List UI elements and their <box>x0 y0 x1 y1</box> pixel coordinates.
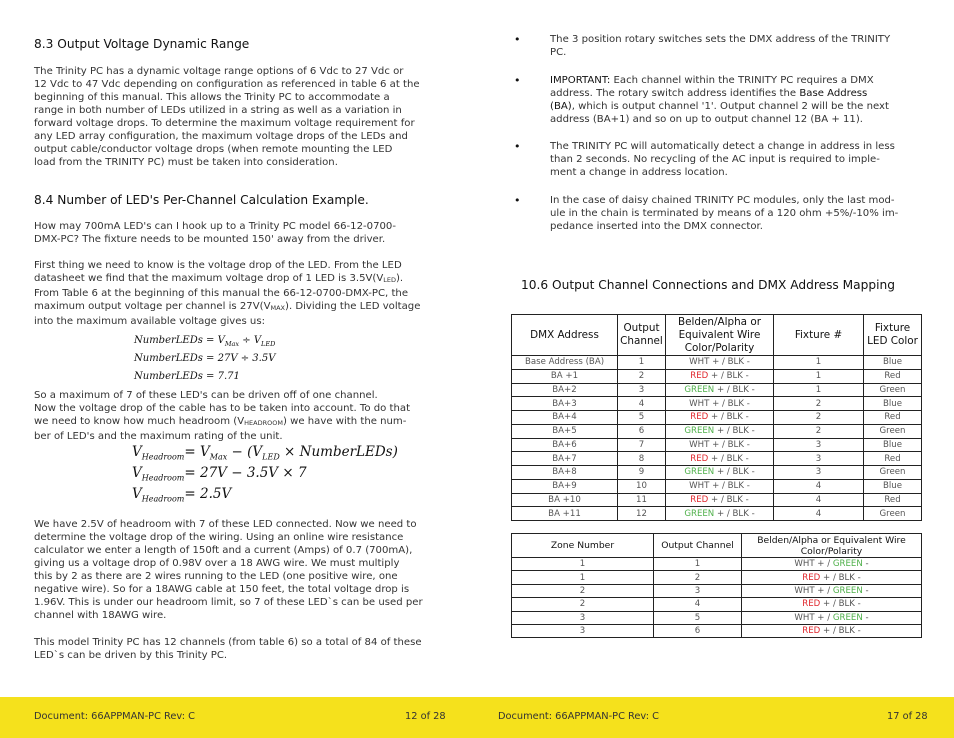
zone-mapping-table <box>511 533 922 638</box>
text-line: range in both number of LEDs utilized in a string as well as a variation in <box>34 105 402 116</box>
text-line: ). <box>395 273 404 284</box>
table-row <box>512 624 922 637</box>
text-line: This model Trinity PC has 12 channels (from table 6) so a total of 84 of these <box>34 637 422 648</box>
cell-zone-number: 3 <box>512 611 654 624</box>
column-header: DMX Address <box>512 315 618 356</box>
table-row <box>512 479 922 493</box>
footer-page-number-right: 17 of 28 <box>887 711 928 722</box>
text-line: The 3 position rotary switches sets the DMX address of the TRINITY <box>550 34 891 45</box>
column-header: Zone Number <box>512 534 654 558</box>
table-row <box>512 369 922 383</box>
text-line: The Trinity PC has a dynamic voltage range options of 6 Vdc to 27 Vdc or <box>34 66 404 77</box>
wire-color-rest: + / BLK - <box>708 453 749 464</box>
paragraph-8-3 <box>34 65 454 169</box>
cell-led-color: Green <box>864 383 922 397</box>
page-footer <box>0 697 954 738</box>
table-row <box>512 397 922 411</box>
paragraph-8-4-voltage <box>34 259 454 328</box>
text-line: In the case of daisy chained TRINITY PC modules, only the last mod- <box>550 195 895 206</box>
wire-color-rest: + / BLK - <box>708 371 749 382</box>
cell-dmx-address: BA+6 <box>512 438 618 452</box>
wire-color-rest: + / BLK - <box>714 384 755 395</box>
cell-wire-color <box>666 466 774 480</box>
wire-color-rest: + / BLK - <box>709 481 750 492</box>
text-line: determine the voltage drop of the wiring. Using an online wire resistance <box>34 532 404 543</box>
table-row <box>512 452 922 466</box>
cell-fixture-number: 3 <box>774 466 864 480</box>
cell-output-channel: 3 <box>618 383 666 397</box>
text-line: any LED array configuration, the maximum voltage drops of the LEDs and <box>34 131 408 142</box>
cell-led-color: Red <box>864 493 922 507</box>
wire-color-rest: + / BLK - <box>709 357 750 368</box>
text-line: , which is output channel '1'. Output channel 2 will be the next <box>571 101 889 112</box>
cell-fixture-number: 1 <box>774 356 864 370</box>
cell-dmx-address: BA +10 <box>512 493 618 507</box>
cell-output-channel: 5 <box>618 411 666 425</box>
table-row <box>512 493 922 507</box>
cell-dmx-address: BA+2 <box>512 383 618 397</box>
wire-color-primary: WHT <box>689 481 710 492</box>
cell-dmx-address: BA+9 <box>512 479 618 493</box>
equation-number-leds-3: NumberLEDs = 7.71 <box>134 371 240 382</box>
wire-color-rest: + / BLK - <box>714 467 755 478</box>
cell-dmx-address: BA+5 <box>512 424 618 438</box>
text-line: maximum output voltage per channel is 27V(V <box>34 301 271 312</box>
column-header: Belden/Alpha or Equivalent Wire Color/Polarity <box>742 534 922 558</box>
equation-headroom-1: $V_{Headroom}= V_{Max} - (V_{LED}$ × NumberLEDs) <box>132 444 398 462</box>
table-row <box>512 411 922 425</box>
subscript: HEADROOM <box>244 419 283 427</box>
text-line: into the maximum available voltage gives us: <box>34 316 265 327</box>
dmx-address-table <box>511 314 922 521</box>
table-row <box>512 611 922 624</box>
cell-output-channel: 1 <box>654 558 742 571</box>
cell-fixture-number: 4 <box>774 507 864 521</box>
text-line: calculator we enter a length of 150ft and a current (Amps) of 0.7 (700mA), <box>34 545 413 556</box>
emphasis-text: Base Address <box>799 88 868 99</box>
important-label: IMPORTANT: <box>550 75 611 86</box>
footer-page-number-left: 12 of 28 <box>405 711 446 722</box>
wire-color-primary: RED <box>690 453 709 464</box>
cell-fixture-number: 4 <box>774 479 864 493</box>
table-row <box>512 466 922 480</box>
bullet-text <box>550 140 922 179</box>
table-row <box>512 424 922 438</box>
text-line: DMX-PC? The fixture needs to be mounted 150' away from the driver. <box>34 234 386 245</box>
wire-color-rest: + / BLK - <box>708 412 749 423</box>
table-row <box>512 598 922 611</box>
wire-color-primary: RED <box>690 371 709 382</box>
cell-fixture-number: 2 <box>774 424 864 438</box>
wire-color-part: WHT + / <box>794 559 833 570</box>
paragraph-8-4-wiring <box>34 518 454 622</box>
equation-number-leds-1: NumberLEDs = $V_{Max} \div V_{LED}$ <box>134 335 276 348</box>
cell-dmx-address: BA+8 <box>512 466 618 480</box>
cell-fixture-number: 2 <box>774 397 864 411</box>
table-row <box>512 438 922 452</box>
text-line: Each channel within the TRINITY PC requires a DMX <box>610 75 874 86</box>
cell-wire-color <box>666 383 774 397</box>
wire-color-primary: GREEN <box>684 467 715 478</box>
wire-color-part: RED <box>802 572 821 583</box>
text-line: datasheet we find that the maximum voltage drop of 1 LED is 3.5V(V <box>34 273 384 284</box>
text-line: ule in the chain is terminated by means of a 120 ohm +5%/-10% im- <box>550 208 899 219</box>
text-line: ) we have with the num- <box>282 416 407 427</box>
wire-color-part: + / BLK - <box>820 599 861 610</box>
text-line: First thing we need to know is the voltage drop of the LED. From the LED <box>34 260 402 271</box>
bullet-important <box>514 74 922 128</box>
cell-output-channel: 9 <box>618 466 666 480</box>
text-line: From Table 6 at the beginning of this manual the 66-12-0700-DMX-PC, the <box>34 288 409 299</box>
section-heading-8-4: 8.4 Number of LED's Per-Channel Calculation Example. <box>34 193 369 207</box>
cell-output-channel: 12 <box>618 507 666 521</box>
bullet-text <box>550 74 922 126</box>
cell-wire-color <box>666 397 774 411</box>
cell-output-channel: 10 <box>618 479 666 493</box>
cell-led-color: Green <box>864 424 922 438</box>
wire-color-part: RED <box>802 599 821 610</box>
text-line: beginning of this manual. This allows the Trinity PC to accommodate a <box>34 92 390 103</box>
text-line: 12 Vdc to 47 Vdc depending on configuration as referenced in table 6 at the <box>34 79 420 90</box>
table-row <box>512 507 922 521</box>
wire-color-primary: WHT <box>689 357 710 368</box>
cell-output-channel: 6 <box>618 424 666 438</box>
table-row <box>512 558 922 571</box>
table-header-row <box>512 534 922 558</box>
text-line: this by 2 as there are 2 wires running to the LED (one positive wire, one <box>34 571 398 582</box>
wire-color-rest: + / BLK - <box>714 426 755 437</box>
text-line: We have 2.5V of headroom with 7 of these LED connected. Now we need to <box>34 519 417 530</box>
text-line: PC. <box>550 47 567 58</box>
wire-color-part: GREEN <box>832 559 863 570</box>
text-line: than 2 seconds. No recycling of the AC input is required to imple- <box>550 154 880 165</box>
cell-led-color: Green <box>864 507 922 521</box>
column-header: Fixture LED Color <box>864 315 922 356</box>
subscript: MAX <box>270 304 285 312</box>
cell-fixture-number: 2 <box>774 411 864 425</box>
wire-color-part: GREEN <box>832 612 863 623</box>
wire-color-primary: WHT <box>689 439 710 450</box>
bullet-icon: • <box>514 74 521 87</box>
text-line: output cable/conductor voltage drops (when remote mounting the LED <box>34 144 393 155</box>
wire-color-primary: GREEN <box>684 384 715 395</box>
cell-wire-color <box>666 356 774 370</box>
text-line: giving us a voltage drop of 0.98V over a 18 AWG wire. We must multiply <box>34 558 400 569</box>
equation-headroom-2: $V_{Headroom}= 27V - 3.5V \times 7$ <box>132 465 307 483</box>
cell-led-color: Blue <box>864 479 922 493</box>
cell-dmx-address: BA+3 <box>512 397 618 411</box>
cell-wire-color <box>742 624 922 637</box>
cell-output-channel: 11 <box>618 493 666 507</box>
cell-output-channel: 4 <box>654 598 742 611</box>
wire-color-part: + / BLK - <box>820 572 861 583</box>
cell-fixture-number: 3 <box>774 452 864 466</box>
cell-zone-number: 1 <box>512 558 654 571</box>
cell-dmx-address: BA +11 <box>512 507 618 521</box>
column-header: Output Channel <box>654 534 742 558</box>
cell-output-channel: 1 <box>618 356 666 370</box>
wire-color-rest: + / BLK - <box>709 398 750 409</box>
cell-output-channel: 5 <box>654 611 742 624</box>
emphasis-text: (BA) <box>550 101 572 112</box>
cell-zone-number: 1 <box>512 571 654 584</box>
cell-wire-color <box>666 369 774 383</box>
equation-number-leds-2: NumberLEDs = 27V ÷ 3.5V <box>134 353 276 364</box>
cell-dmx-address: BA+4 <box>512 411 618 425</box>
text-line: ). Dividing the LED voltage <box>285 301 421 312</box>
cell-zone-number: 2 <box>512 584 654 597</box>
cell-dmx-address: BA+7 <box>512 452 618 466</box>
wire-color-rest: + / BLK - <box>708 494 749 505</box>
cell-zone-number: 3 <box>512 624 654 637</box>
cell-output-channel: 2 <box>654 571 742 584</box>
wire-color-part: GREEN <box>832 585 863 596</box>
wire-color-part: - <box>862 612 869 623</box>
paragraph-8-4-intro <box>34 220 454 246</box>
equation-headroom-3: $V_{Headroom}= 2.5V$ <box>132 486 232 504</box>
text-line: ment a change in address location. <box>550 167 728 178</box>
wire-color-part: + / BLK - <box>820 626 861 637</box>
cell-wire-color <box>666 493 774 507</box>
cell-led-color: Green <box>864 466 922 480</box>
bullet-icon: • <box>514 33 521 46</box>
cell-led-color: Red <box>864 452 922 466</box>
text-line: Now the voltage drop of the cable has to be taken into account. To do that <box>34 403 411 414</box>
text-line: LED`s can be driven by this Trinity PC. <box>34 650 228 661</box>
paragraph-8-4-total <box>34 636 454 662</box>
cell-wire-color <box>742 584 922 597</box>
text-line: load from the TRINITY PC) must be taken into consideration. <box>34 157 338 168</box>
table-row <box>512 571 922 584</box>
cell-fixture-number: 1 <box>774 369 864 383</box>
cell-wire-color <box>666 452 774 466</box>
wire-color-primary: RED <box>690 412 709 423</box>
text-line: address (BA+1) and so on up to output channel 12 (BA + 11). <box>550 114 863 125</box>
column-header: Fixture # <box>774 315 864 356</box>
text-line: address. The rotary switch address identifies the <box>550 88 800 99</box>
wire-color-primary: WHT <box>689 398 710 409</box>
cell-wire-color <box>666 438 774 452</box>
cell-wire-color <box>742 571 922 584</box>
cell-dmx-address: Base Address (BA) <box>512 356 618 370</box>
cell-wire-color <box>666 424 774 438</box>
wire-color-primary: RED <box>690 494 709 505</box>
bullet-daisy-chain <box>514 194 922 234</box>
cell-led-color: Blue <box>864 438 922 452</box>
bullet-text <box>550 33 922 59</box>
cell-output-channel: 7 <box>618 438 666 452</box>
cell-output-channel: 8 <box>618 452 666 466</box>
cell-dmx-address: BA +1 <box>512 369 618 383</box>
wire-color-part: - <box>862 559 869 570</box>
cell-output-channel: 2 <box>618 369 666 383</box>
cell-led-color: Blue <box>864 397 922 411</box>
cell-led-color: Blue <box>864 356 922 370</box>
wire-color-primary: GREEN <box>684 426 715 437</box>
footer-document-right: Document: 66APPMAN-PC Rev: C <box>498 711 659 722</box>
bullet-auto-detect <box>514 140 922 180</box>
text-line: pedance inserted into the DMX connector. <box>550 221 763 232</box>
cell-wire-color <box>666 411 774 425</box>
wire-color-part: - <box>862 585 869 596</box>
bullet-text <box>550 194 922 233</box>
column-header: Output Channel <box>618 315 666 356</box>
wire-color-primary: GREEN <box>684 508 715 519</box>
table-header-row <box>512 315 922 356</box>
cell-fixture-number: 1 <box>774 383 864 397</box>
subscript: LED <box>383 276 396 284</box>
text-line: How may 700mA LED's can I hook up to a Trinity PC model 66-12-0700- <box>34 221 396 232</box>
text-line: 1.96V. This is under our headroom limit, so 7 of these LED`s can be used per <box>34 597 423 608</box>
cell-output-channel: 4 <box>618 397 666 411</box>
table-row <box>512 383 922 397</box>
bullet-icon: • <box>514 194 521 207</box>
cell-output-channel: 3 <box>654 584 742 597</box>
text-line: ber of LED's and the maximum rating of the unit. <box>34 431 283 442</box>
footer-document-left: Document: 66APPMAN-PC Rev: C <box>34 711 195 722</box>
wire-color-part: WHT + / <box>794 612 833 623</box>
column-header: Belden/Alpha or Equivalent Wire Color/Polarity <box>666 315 774 356</box>
wire-color-part: RED <box>802 626 821 637</box>
table-row <box>512 356 922 370</box>
cell-led-color: Red <box>864 369 922 383</box>
wire-color-rest: + / BLK - <box>714 508 755 519</box>
text-line: we need to know how much headroom (V <box>34 416 245 427</box>
cell-wire-color <box>666 507 774 521</box>
cell-fixture-number: 3 <box>774 438 864 452</box>
wire-color-part: WHT + / <box>794 585 833 596</box>
cell-wire-color <box>742 598 922 611</box>
text-line: negative wire). So for a 18AWG cable at 150 feet, the total voltage drop is <box>34 584 410 595</box>
cell-output-channel: 6 <box>654 624 742 637</box>
bullet-rotary-switch <box>514 33 922 61</box>
cell-wire-color <box>666 479 774 493</box>
table-row <box>512 584 922 597</box>
cell-zone-number: 2 <box>512 598 654 611</box>
section-heading-10-6: 10.6 Output Channel Connections and DMX Address Mapping <box>521 278 895 292</box>
text-line: channel with 18AWG wire. <box>34 610 167 621</box>
cell-wire-color <box>742 611 922 624</box>
paragraph-8-4-headroom <box>34 389 454 443</box>
cell-fixture-number: 4 <box>774 493 864 507</box>
cell-led-color: Red <box>864 411 922 425</box>
text-line: The TRINITY PC will automatically detect a change in address in less <box>550 141 895 152</box>
section-heading-8-3: 8.3 Output Voltage Dynamic Range <box>34 37 250 51</box>
text-line: So a maximum of 7 of these LED's can be driven off of one channel. <box>34 390 378 401</box>
text-line: forward voltage drops. To determine the maximum voltage requirement for <box>34 118 415 129</box>
wire-color-rest: + / BLK - <box>709 439 750 450</box>
cell-wire-color <box>742 558 922 571</box>
bullet-icon: • <box>514 140 521 153</box>
